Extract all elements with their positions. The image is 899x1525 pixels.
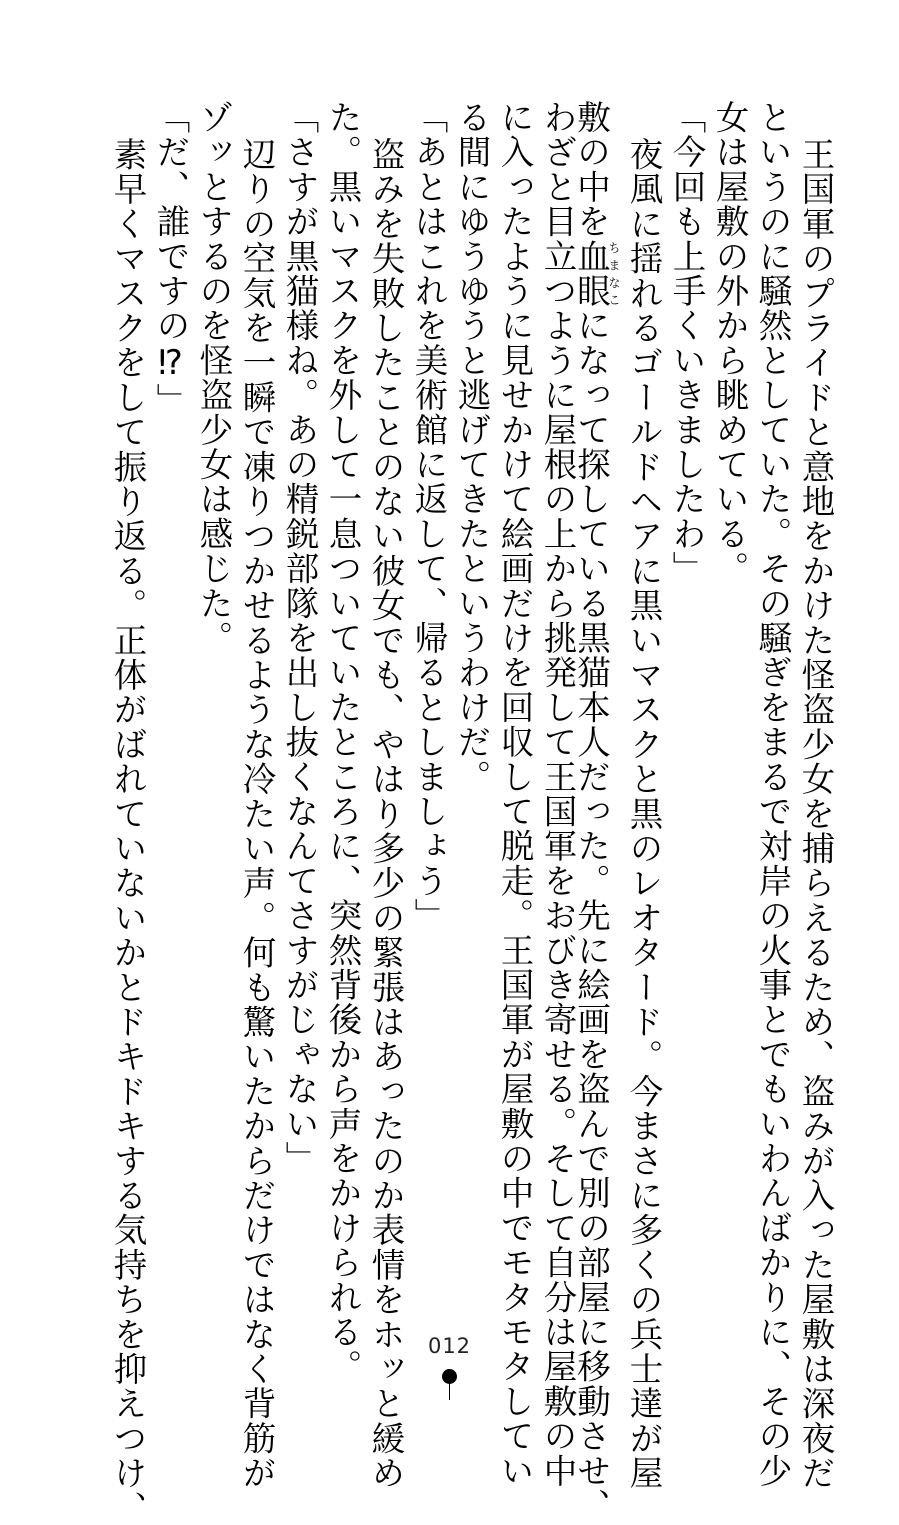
- text-column-17: [107, 100, 147, 1525]
- text-column-14: [236, 100, 276, 1490]
- text-column-16: [150, 100, 190, 418]
- text-column-3: [709, 100, 749, 586]
- text-column-8: [494, 100, 534, 1488]
- paragraph-text: わざと目立つように屋根の上から挑発して王国軍をおびき寄せる。そして自分は屋敷の中: [538, 100, 577, 1488]
- paragraph-text: に入ったように見せかけて絵画だけを回収して脱走。王国軍が屋敷の中でモタモタしてい: [495, 100, 534, 1488]
- ruby-base: 血眼: [571, 238, 611, 309]
- text-column-15: [193, 100, 233, 655]
- paragraph-text: ゾッとするのを怪盗少女は感じた。: [194, 100, 233, 656]
- text-column-4: [666, 100, 706, 586]
- text-column-12: [322, 100, 362, 1384]
- page-number: 012: [427, 1334, 472, 1358]
- ruby-annotation: [571, 238, 621, 309]
- text-column-9: [451, 100, 491, 794]
- page-marker-dot: [442, 1369, 457, 1384]
- dialogue-text: 「あとはこれを美術館に返して、帰るとしましょう」: [409, 100, 448, 933]
- ruby-reading: ちまなこ: [607, 238, 621, 309]
- paragraph-text: 女は屋敷の外から眺めている。: [710, 100, 749, 586]
- text-column-2: [752, 100, 792, 1488]
- text-column-6: [571, 100, 621, 1523]
- text-column-7: [537, 100, 577, 1488]
- text-column-13: [279, 100, 319, 1176]
- paragraph-text: 盗みを失敗したことのない彼女でも、やはり多少の緊張はあったのか表情をホッと緩め: [366, 137, 405, 1491]
- text-column-10: [408, 100, 448, 933]
- dialogue-text: 「今回も上手くいきましたわ」: [667, 100, 706, 586]
- paragraph-text: た。黒いマスクを外して一息ついていたところに、突然背後から声をかけられる。: [323, 100, 362, 1384]
- paragraph-text: る間にゆうゆうと逃げてきたというわけだ。: [452, 100, 491, 794]
- paragraph-text: 素早くマスクをして振り返る。正体がばれていないかとドキドキする気持ちを抑えつけ、: [108, 137, 147, 1525]
- paragraph-text: 夜風に揺れるゴールドヘアに黒いマスクと黒のレオタード。今まさに多くの兵士達が屋: [624, 137, 663, 1491]
- text-column-1: [795, 100, 835, 1490]
- page-marker-line: [449, 1384, 450, 1400]
- text-column-5: [623, 100, 663, 1490]
- paragraph-text: 辺りの空気を一瞬で凍りつかせるような冷たい声。何も驚いたからだけではなく背筋が: [237, 137, 276, 1491]
- paragraph-text: というのに騒然としていた。その騒ぎをまるで対岸の火事とでもいわんばかりに、その少: [753, 100, 792, 1488]
- paragraph-text: 王国軍のプライドと意地をかけた怪盗少女を捕らえるため、盗みが入った屋敷は深夜だ: [796, 137, 835, 1491]
- dialogue-text: 「だ、誰ですの⁉」: [151, 100, 190, 418]
- text-column-11: [365, 100, 405, 1490]
- paragraph-text: 敷の中を血眼ちまなこになって探している黒猫本人だった。先に絵画を盗んで別の部屋に移動させ、: [571, 100, 621, 1523]
- dialogue-text: 「さすが黒猫様ね。あの精鋭部隊を出し抜くなんてさすがじゃない」: [280, 100, 319, 1176]
